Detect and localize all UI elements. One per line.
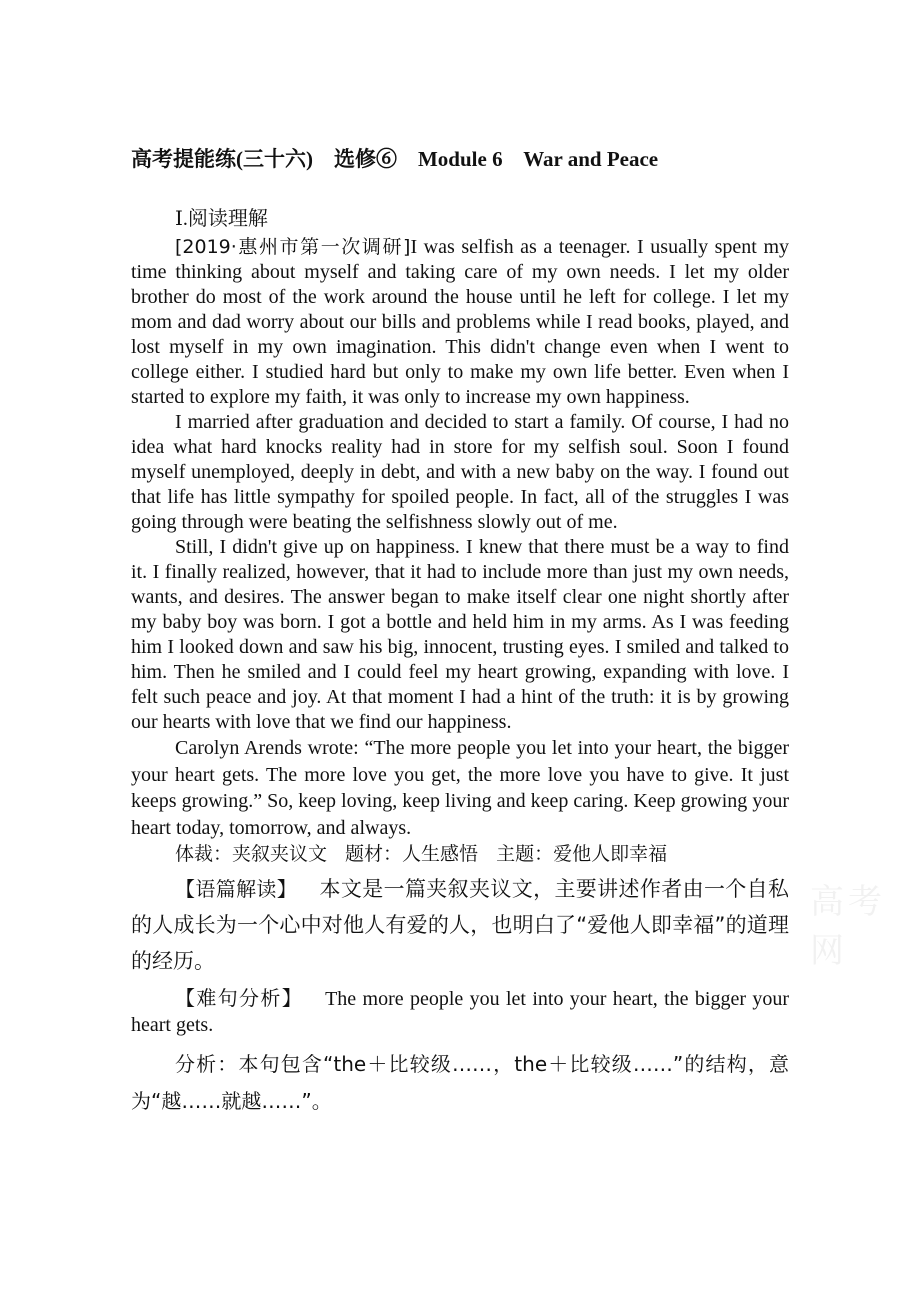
passage-paragraph-3: Still, I didn't give up on happiness. I knew that there must be a way to find it. I finally realized, however, that it had to include more than just my own needs, wants, and desires. The answer began to make itself clear one night shortly after my baby boy was born. I got a bottle and held him in my arms. As I was feeding him I looked down and saw his big, innocent, trusting eyes. I smiled and talked to him. Then he smiled and I could feel my heart growing, expanding with love. I felt such peace and joy. At that moment I had a hint of the truth: it is by growing our hearts with love that we find our happiness.	[131, 536, 789, 733]
section-heading: Ⅰ.阅读理解	[175, 208, 268, 230]
difficult-sentence-analysis	[131, 985, 789, 1038]
topic-value: 人生感悟	[402, 844, 479, 865]
topic-label: 题材：	[345, 843, 403, 865]
passage-paragraph-1	[131, 235, 789, 410]
passage-meta-line	[131, 841, 789, 868]
theme-value: 爱他人即幸福	[553, 844, 668, 865]
interpretation-text: 本文是一篇夹叙夹议文，主要讲述作者由一个自私的人成长为一个心中对他人有爱的人，也明白了“爱他人即幸福”的道理的经历。	[131, 877, 790, 973]
watermark: 高考网	[810, 882, 886, 971]
genre-label: 体裁：	[175, 843, 233, 865]
paragraph-text: I was selfish as a teenager. I usually spent my time thinking about myself and taking care of my own needs. I let my older brother do most of the work around the house until he left for college. I let my mom and dad worry about our bills and problems while I read books, played, and lost myself in my own imagination. This didn't change even when I went to college either. I studied hard but only to make my own life better. Even when I started to explore my faith, it was only to increase my own happiness.	[131, 236, 789, 408]
difficult-sentence-text: The more people you let into your heart, the bigger your heart gets.	[131, 988, 789, 1036]
passage-paragraph-2: I married after graduation and decided to start a family. Of course, I had no idea what hard knocks reality had in store for my selfish soul. Soon I found myself unemployed, deeply in debt, and with a new baby on the way. I found out that life has little sympathy for spoiled people. In fact, all of the struggles I was going through were beating the selfishness slowly out of me.	[131, 411, 789, 533]
sentence-structure-explanation: 分析：本句包含“the＋比较级……，the＋比较级……”的结构，意为“越……就越……”。	[131, 1052, 789, 1113]
passage-body	[131, 235, 789, 1120]
theme-label: 主题：	[496, 843, 554, 865]
passage-interpretation	[131, 871, 789, 979]
page-title: 高考提能练(三十六) 选修⑥ Module 6 War and Peace	[131, 147, 659, 171]
difficult-sentence-label: 【难句分析】	[175, 986, 304, 1010]
genre-value: 夹叙夹议文	[232, 844, 328, 865]
passage-source: [2019·惠州市第一次调研]	[175, 236, 411, 258]
passage-paragraph-4: Carolyn Arends wrote: “The more people you let into your heart, the bigger your heart gets. The more love you get, the more love you have to give. It just keeps growing.” So, keep loving, keep living and keep caring. Keep growing your heart today, tomorrow, and always.	[131, 737, 789, 839]
interpretation-label: 【语篇解读】	[175, 877, 298, 901]
